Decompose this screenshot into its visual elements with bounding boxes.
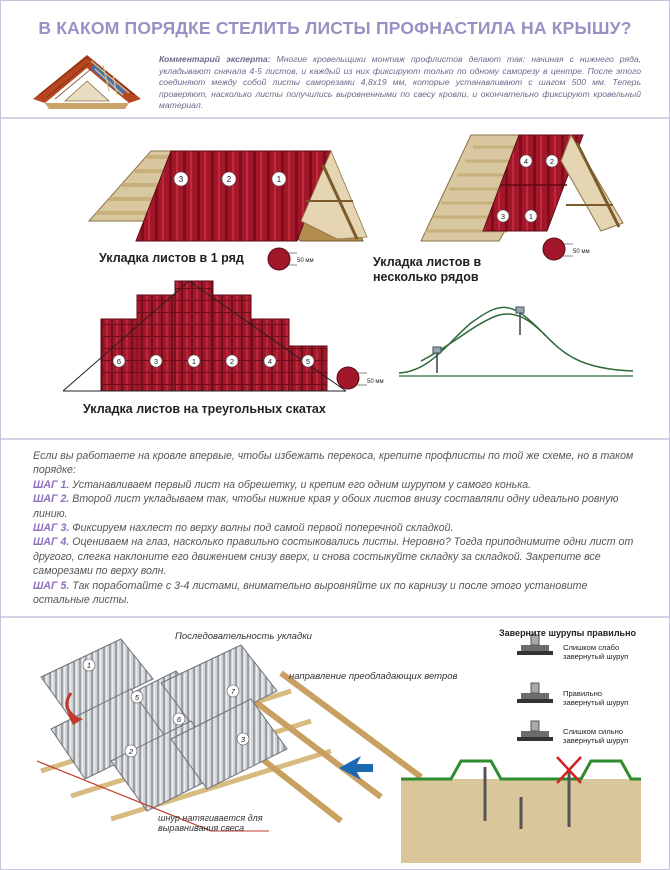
- step-text: Фиксируем нахлест по верху волны под самой первой поперечной складкой.: [69, 522, 454, 535]
- step-text: Оцениваем на глаз, насколько правильно состыковались листы. Неровно? Тогда приподнимите одни лист от другого, слегка наклоните его движением снизу вверх, и снова состыкуйте складку за складкой. Закрепите все саморезами по верху волн.: [33, 536, 634, 578]
- sheet-number: 6: [176, 715, 182, 724]
- expert-label: Комментарий эксперта:: [159, 54, 271, 64]
- sheet-number: 7: [230, 687, 236, 696]
- separator: [1, 117, 669, 119]
- sheet-number: 3: [500, 212, 506, 221]
- sheet-number: 3: [240, 735, 246, 744]
- step-text: Так поработайте с 3-4 листами, внимательно выровняйте их по карнизу и после этого установите остальные листы.: [33, 579, 588, 607]
- overhang-detail: [337, 367, 359, 389]
- step-label: ШАГ 3.: [33, 522, 70, 535]
- sheet-number: 4: [523, 157, 529, 166]
- step-label: ШАГ 1.: [33, 478, 70, 491]
- step-label: ШАГ 2.: [33, 493, 70, 506]
- screw-too-strong-label: Слишком сильно завернутый шуруп: [563, 727, 629, 745]
- step-label: ШАГ 5.: [33, 579, 70, 592]
- step-4: [33, 535, 643, 578]
- sheet-number: 5: [134, 693, 140, 702]
- screw-correct-label: Правильно завернутый шуруп: [563, 689, 629, 707]
- wind-direction-label: направление преобладающих ветров: [289, 671, 458, 682]
- screw-icon: [517, 683, 553, 703]
- expert-text: Многие кровельщики монтаж профлистов делают так: начиная с нижнего ряда, укладывают сначала 4-5 листов, и каждый из них фиксируют только по одному саморезу в центре. После этого соединяют между собой листы саморезами 4,8х19 мм, которые устанавливают с шагом 500 мм. Теперь проверяют, насколько листы получились выровненными по свесу кровли, и окончательно фиксируют кровельный материал.: [159, 54, 641, 111]
- screws-title: Заверните шурупы правильно: [499, 628, 637, 638]
- caption-several-rows: [373, 255, 481, 285]
- step-2: [33, 492, 643, 521]
- step-label: ШАГ 4.: [33, 536, 70, 549]
- sequence-title: Последовательность укладки: [175, 631, 312, 642]
- step-text: Устанавливаем первый лист на обрешетку, и крепим его одним шурупом у самого конька.: [69, 478, 532, 491]
- caption-one-row: Укладка листов в 1 ряд: [99, 251, 244, 265]
- screw-tightness-diagram: [401, 635, 641, 863]
- sheet-number: 1: [276, 175, 282, 184]
- step-5: [33, 579, 643, 608]
- cord-label: [158, 813, 263, 833]
- sheet-number: 3: [153, 357, 159, 366]
- several-rows-roof-diagram: [421, 135, 623, 260]
- sheet-number: 1: [191, 357, 197, 366]
- steps-intro: Если вы работаете на кровле впервые, чтобы избежать перекоса, крепите профлисты по той же схеме, но в таком порядке:: [33, 450, 634, 477]
- page-title: В КАКОМ ПОРЯДКЕ СТЕЛИТЬ ЛИСТЫ ПРОФНАСТИЛА НА КРЫШУ?: [38, 18, 632, 38]
- sheet-number: 5: [305, 357, 311, 366]
- layout-diagrams: [1, 121, 669, 436]
- expert-comment: [159, 54, 641, 112]
- step-1: [33, 478, 643, 492]
- separator: [1, 616, 669, 618]
- overhang-detail: [268, 248, 290, 270]
- separator: [1, 438, 669, 440]
- overhang-label: 50 мм: [297, 258, 314, 264]
- screw-icon: [433, 347, 441, 373]
- screw-icon: [516, 307, 524, 335]
- step-3: [33, 521, 643, 535]
- sheet-number: 2: [229, 357, 235, 366]
- caption-several-rows-line2: несколько рядов: [373, 270, 479, 284]
- sheet-sequence-diagram: [37, 639, 421, 831]
- sequence-section: [1, 621, 669, 869]
- sheet-number: 1: [86, 661, 92, 670]
- sheet-number: 2: [226, 175, 232, 184]
- cord-label-line1: шнур натягивается для: [158, 813, 263, 823]
- caption-several-rows-line1: Укладка листов в: [373, 255, 482, 269]
- sheet-number: 1: [528, 212, 534, 221]
- step-text: Второй лист укладываем так, чтобы нижние края у обоих листов внизу составляли одну идеально ровную линию.: [33, 493, 619, 520]
- screw-icon: [517, 635, 553, 655]
- caption-triangular: Укладка листов на треугольных скатах: [83, 402, 326, 416]
- overhang-label: 50 мм: [367, 379, 384, 385]
- screw-wave-diagram: [399, 307, 633, 376]
- screw-icon: [517, 721, 553, 741]
- sheet-number: 2: [549, 157, 555, 166]
- sheet-number: 2: [128, 747, 134, 756]
- sheet-number: 6: [116, 357, 122, 366]
- steps-text: [33, 449, 643, 607]
- roof-house-illustration: [25, 51, 150, 111]
- cord-label-line2: выравнивания свеса: [158, 823, 245, 833]
- overhang-label: 50 мм: [573, 249, 590, 255]
- sheet-number: 3: [178, 175, 184, 184]
- screw-too-weak-label: Слишком слабо завернутый шуруп: [563, 643, 629, 661]
- overhang-detail: [543, 238, 565, 260]
- triangular-slope-diagram: [63, 281, 384, 391]
- sheet-number: 4: [267, 357, 273, 366]
